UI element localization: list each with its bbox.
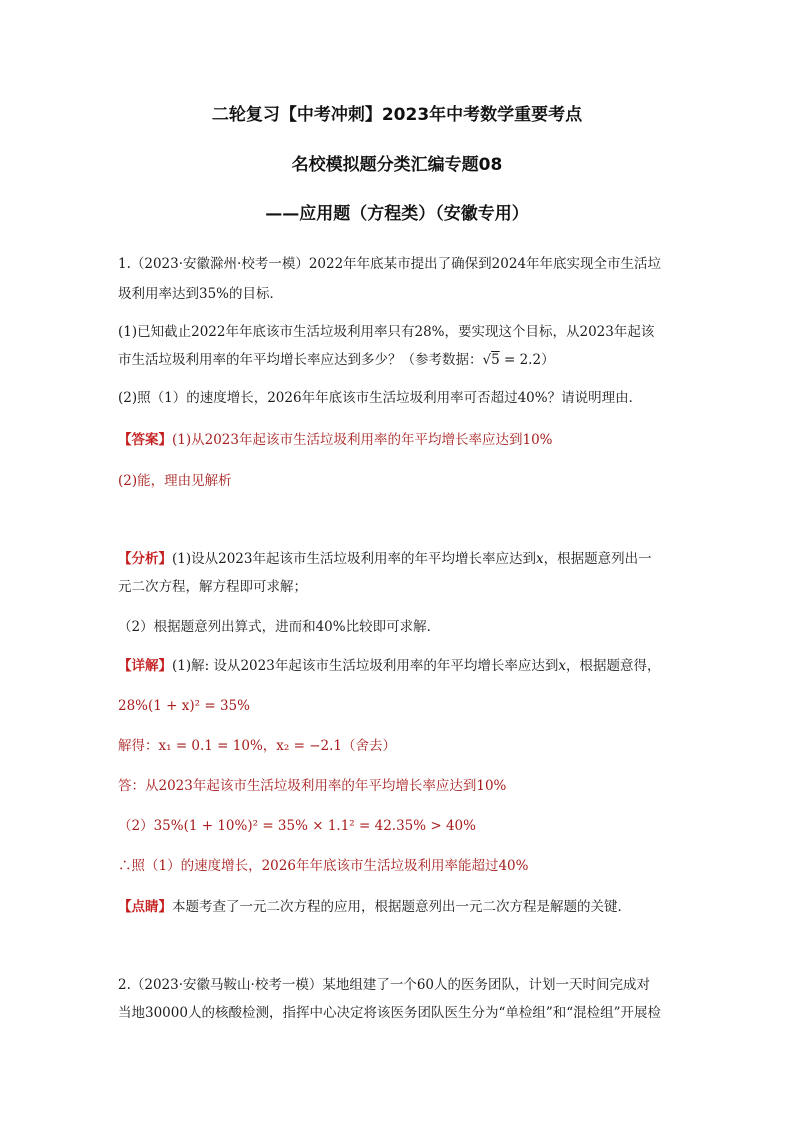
answer-text-1: (1)从2023年起该市生活垃圾利用率的年平均增长率应达到10% [172,432,553,448]
q1-part2: (2)照（1）的速度增长，2026年年底该市生活垃圾利用率可否超过40%？请说明理由． [118,390,643,406]
equation-line: 28%(1 + x)² = 35% [118,698,250,714]
answer-line-1 [118,430,688,450]
sqrt-radicand: 5 [491,352,500,368]
solve-line: 解得：x₁ = 0.1 = 10%，x₂ = −2.1（舍去） [118,738,396,754]
detail-tag: 【详解】 [118,658,172,674]
q1-part1-line-1: (1)已知截止2022年年底该市生活垃圾利用率只有28%，要实现这个目标，从2023年起该 [118,324,655,340]
comment-tag: 【点睛】 [118,899,172,915]
title-line-3: ——应用题（方程类）（安徽专用） [265,204,529,224]
analysis-line-1 [118,549,688,569]
q1-part1-line-2-tail: = 2.2） [499,352,555,368]
conclusion-line: ∴照（1）的速度增长，2026年年底该市生活垃圾利用率能超过40% [118,858,529,874]
title-line-2: 名校模拟题分类汇编专题08 [291,155,503,175]
analysis-line-2: 元二次方程，解方程即可求解； [118,579,307,595]
q1-part1-line-2-text: 市生活垃圾利用率的年平均增长率应达到多少？（参考数据：√ [118,352,492,368]
analysis-tag: 【分析】 [118,551,172,567]
q2-stem-line-1: 2.（2023·安徽马鞍山·校考一模）某地组建了一个60人的医务团队，计划一天时间完成对 [118,977,650,993]
q1-stem-line-2: 圾利用率达到35%的目标． [118,286,284,302]
q2-stem-line-2: 当地30000人的核酸检测，指挥中心决定将该医务团队医生分为“单检组”和“混检组”开展检 [118,1005,662,1021]
answer-tag: 【答案】 [118,432,172,448]
detail-line-1 [118,656,688,676]
title-line-1: 二轮复习【中考冲刺】2023年中考数学重要考点 [211,105,583,125]
q1-stem-line-1: 1.（2023·安徽滁州·校考一模）2022年年底某市提出了确保到2024年年底实现全市生活垃 [118,256,662,272]
analysis-text-1b: ，根据题意列出一 [543,551,652,567]
comment-text: 本题考查了一元二次方程的应用，根据题意列出一元二次方程是解题的关键． [172,899,631,915]
answer-line-2: (2)能，理由见解析 [118,473,232,489]
q1-part1-line-2 [118,350,688,370]
analysis-text-1a: (1)设从2023年起该市生活垃圾利用率的年平均增长率应达到 [172,551,536,567]
detail-variable: x [558,658,566,674]
comment-line [118,897,688,917]
part2-calc-line: （2）35%(1 + 10%)² = 35% × 1.1² = 42.35% > 40% [118,818,476,834]
reply-line: 答：从2023年起该市生活垃圾利用率的年平均增长率应达到10% [118,778,507,794]
analysis-variable: x [535,551,544,567]
analysis-line-3: （2）根据题意列出算式，进而和40%比较即可求解． [118,619,441,635]
detail-text-1b: ，根据题意得， [565,658,661,674]
detail-text-1a: (1)解: 设从2023年起该市生活垃圾利用率的年平均增长率应达到 [172,658,559,674]
